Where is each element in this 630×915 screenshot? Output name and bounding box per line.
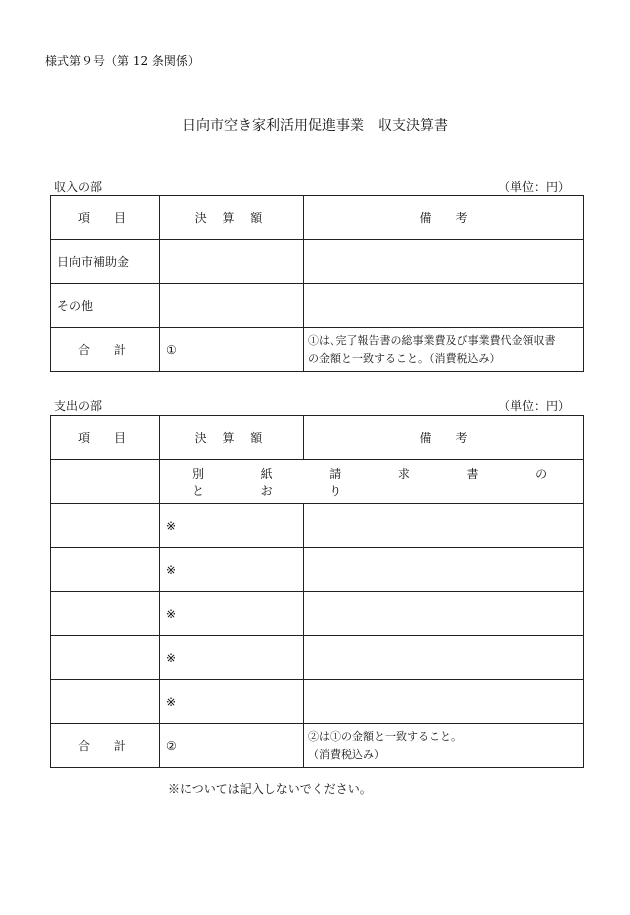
income-section-label: 収入の部: [54, 180, 103, 194]
income-header-amount: 決 算 額: [160, 196, 304, 240]
income-table: [50, 195, 584, 372]
expense-span-item-cell[interactable]: [51, 460, 160, 504]
expense-amount-cell[interactable]: ※: [160, 680, 304, 724]
expense-remarks-cell[interactable]: [304, 636, 584, 680]
expense-header-row: [51, 416, 584, 460]
income-total-row: [51, 328, 584, 372]
expense-header-amount: 決 算 額: [160, 416, 304, 460]
expense-remarks-cell[interactable]: [304, 680, 584, 724]
table-row: [51, 680, 584, 724]
income-remarks-cell[interactable]: [304, 284, 584, 328]
income-unit-label: （単位：円）: [497, 180, 570, 194]
expense-amount-cell[interactable]: ※: [160, 548, 304, 592]
expense-span-row: [51, 460, 584, 504]
expense-span-note: 別 紙 請 求 書 の と お り: [160, 460, 584, 504]
expense-item-cell[interactable]: [51, 636, 160, 680]
expense-remarks-cell[interactable]: [304, 592, 584, 636]
expense-total-label: 合 計: [51, 724, 160, 768]
expense-section-label: 支出の部: [54, 399, 103, 413]
expense-header-remarks: 備 考: [304, 416, 584, 460]
income-total-amount[interactable]: ①: [160, 328, 304, 372]
expense-item-cell[interactable]: [51, 504, 160, 548]
footnote: ※については記入しないでください。: [168, 782, 372, 796]
expense-total-row: [51, 724, 584, 768]
income-total-remarks: [304, 328, 584, 372]
income-item-cell[interactable]: 日向市補助金: [51, 240, 160, 284]
document-title: 日向市空き家利活用促進事業 収支決算書: [182, 118, 448, 134]
expense-total-remarks-line2: （消費税込み）: [308, 747, 385, 761]
income-header-remarks: 備 考: [304, 196, 584, 240]
income-item-cell[interactable]: その他: [51, 284, 160, 328]
expense-remarks-cell[interactable]: [304, 504, 584, 548]
income-header-item: 項 目: [51, 196, 160, 240]
income-amount-cell[interactable]: [160, 284, 304, 328]
table-row: [51, 548, 584, 592]
expense-item-cell[interactable]: [51, 680, 160, 724]
income-remarks-cell[interactable]: [304, 240, 584, 284]
income-amount-cell[interactable]: [160, 240, 304, 284]
income-header-row: [51, 196, 584, 240]
expense-total-amount[interactable]: ②: [160, 724, 304, 768]
expense-amount-cell[interactable]: ※: [160, 592, 304, 636]
table-row: [51, 504, 584, 548]
table-row: [51, 636, 584, 680]
expense-amount-cell[interactable]: ※: [160, 636, 304, 680]
income-total-remarks-line1: ①は､完了報告書の総事業費及び事業費代金領収書: [308, 333, 556, 347]
expense-total-remarks: [304, 724, 584, 768]
form-number: 様式第９号（第 12 条関係）: [45, 54, 200, 68]
expense-table: [50, 415, 584, 768]
expense-header-item: 項 目: [51, 416, 160, 460]
expense-item-cell[interactable]: [51, 592, 160, 636]
expense-item-cell[interactable]: [51, 548, 160, 592]
table-row: [51, 592, 584, 636]
expense-unit-label: （単位：円）: [497, 399, 570, 413]
expense-amount-cell[interactable]: ※: [160, 504, 304, 548]
income-total-remarks-line2: の金額と一致すること。（消費税込み）: [308, 351, 501, 365]
income-total-label: 合 計: [51, 328, 160, 372]
table-row: [51, 284, 584, 328]
expense-total-remarks-line1: ②は①の金額と一致すること。: [308, 729, 462, 743]
table-row: [51, 240, 584, 284]
expense-remarks-cell[interactable]: [304, 548, 584, 592]
